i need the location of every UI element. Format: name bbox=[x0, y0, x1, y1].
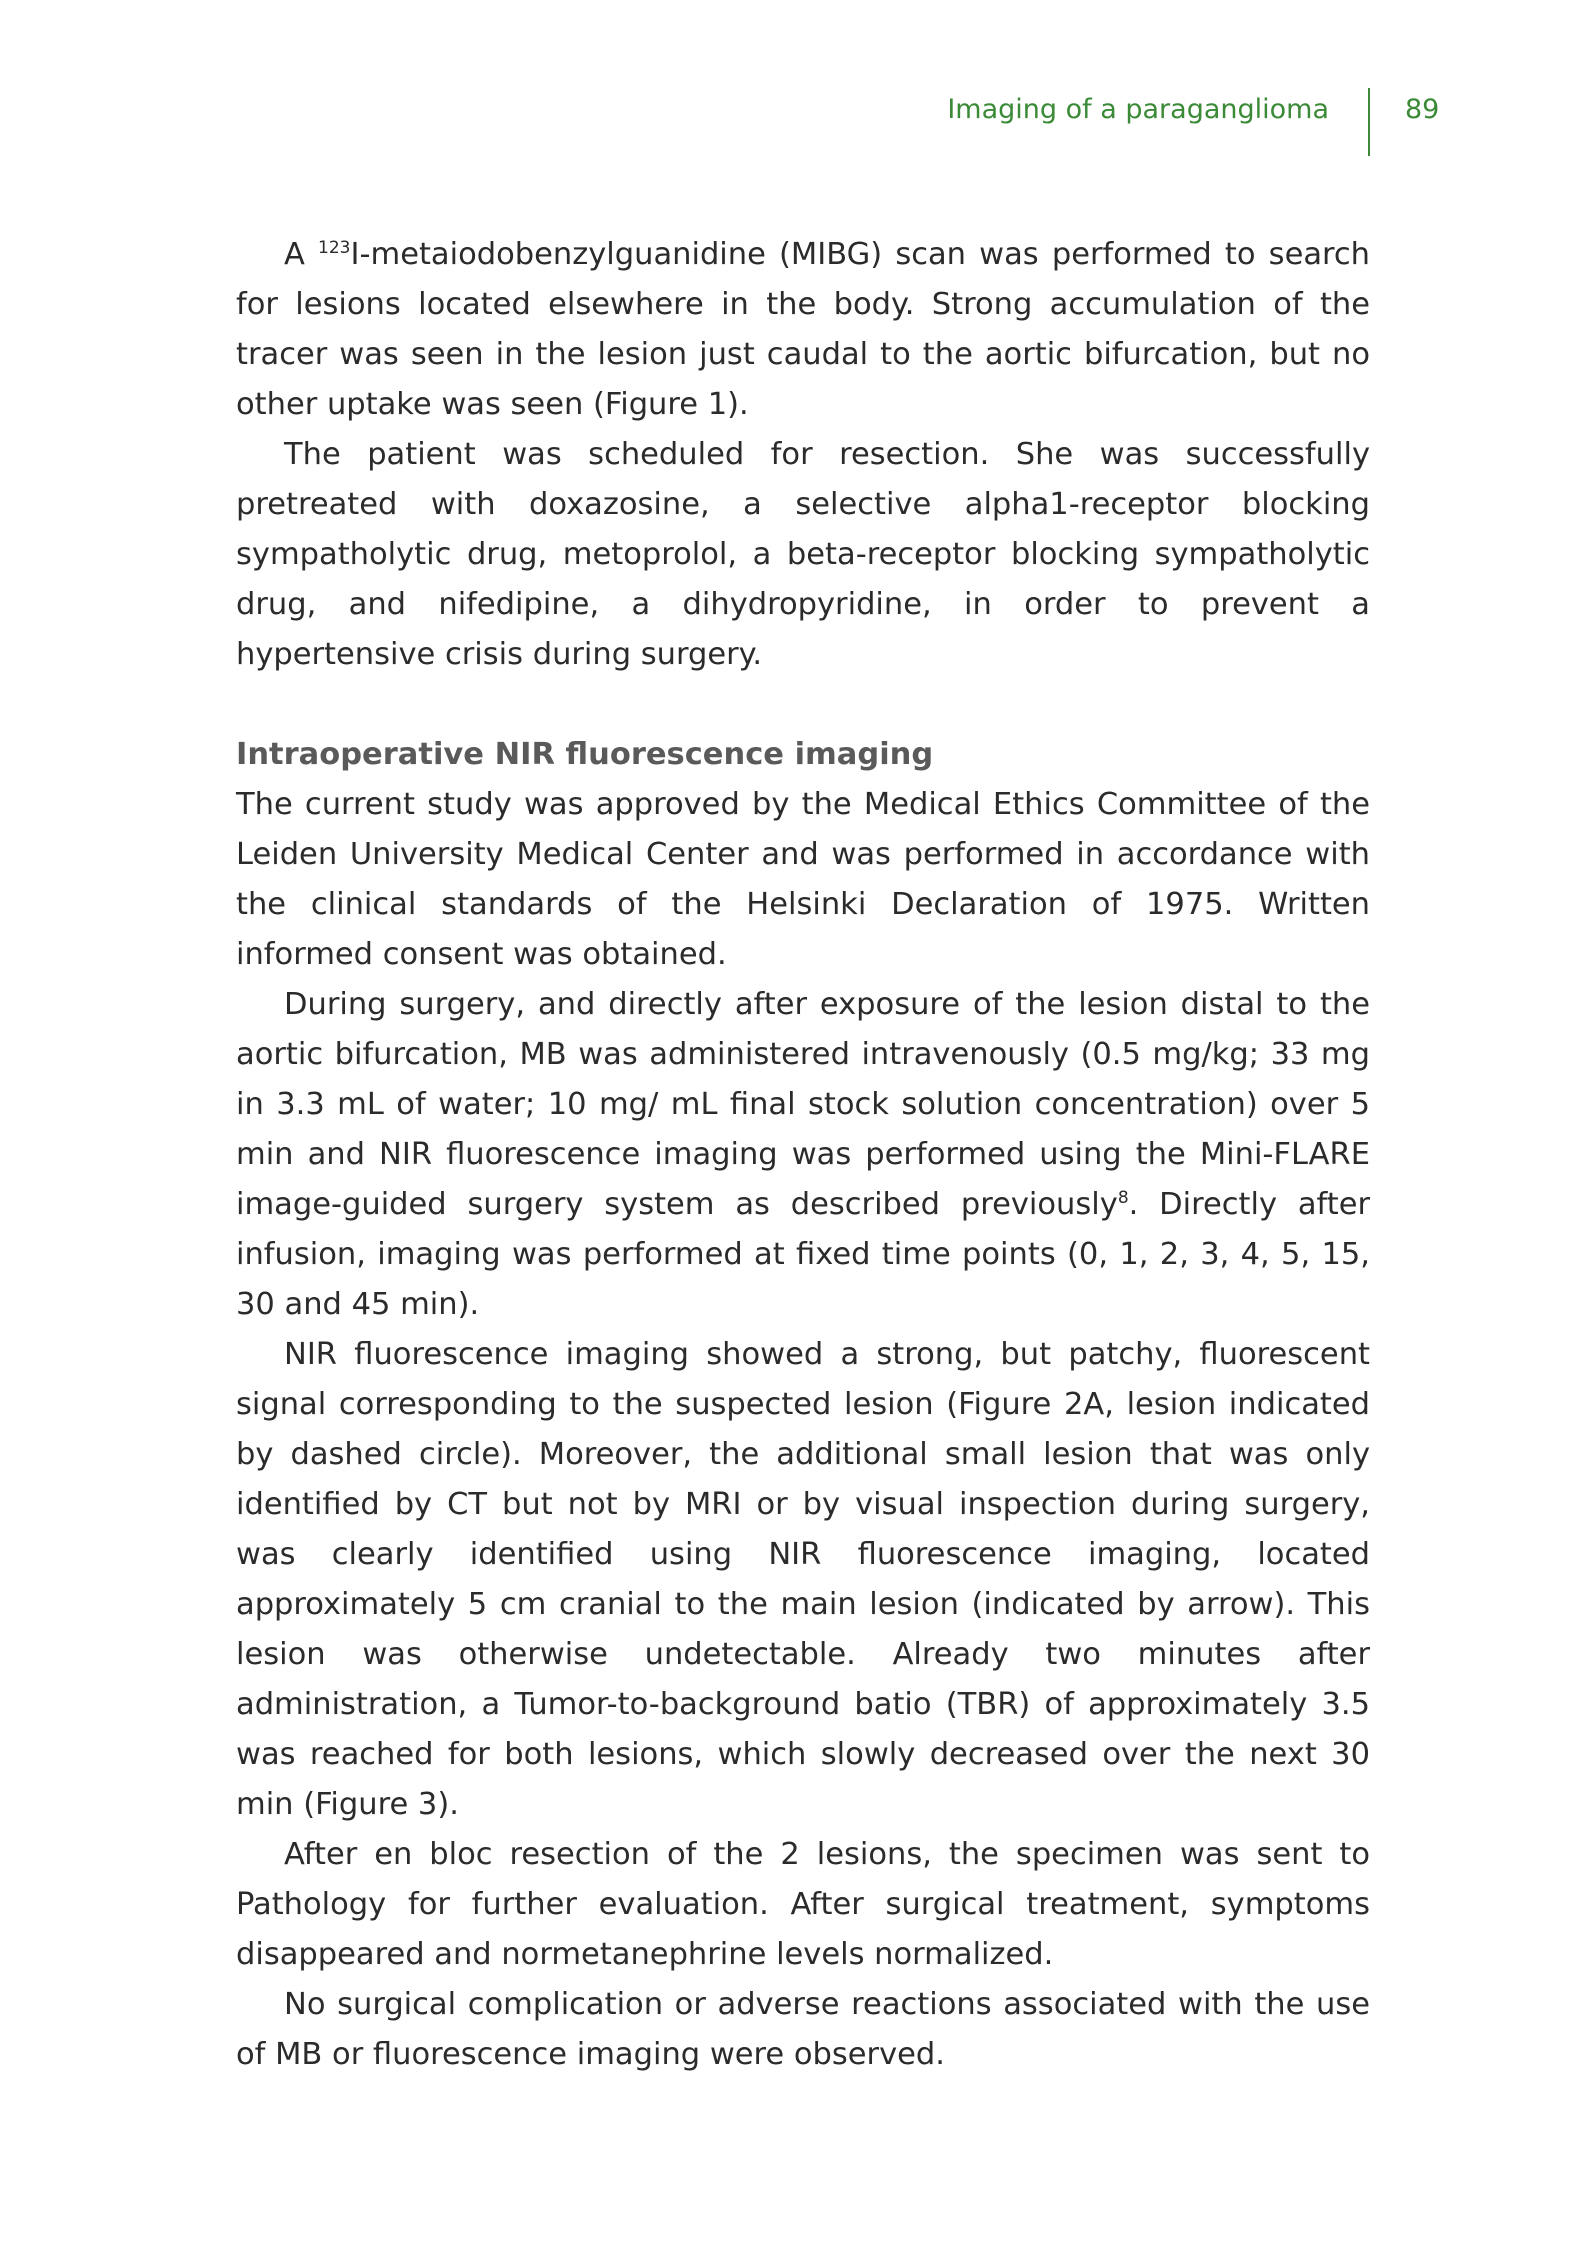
paragraph-resection: After en bloc resection of the 2 lesions, the specimen was sent to Pathology for further evaluation. After surgical treatment, symptoms disappeared and normetanephrine levels normalized. bbox=[236, 1837, 1370, 1972]
section-heading: Intraoperative NIR fluorescence imaging bbox=[236, 737, 934, 772]
page-number: 89 bbox=[1405, 94, 1440, 125]
paragraph-text: I-metaiodobenzylguanidine (MIBG) scan was performed to search for lesions located elsewhere in the body. Strong accumulation of the tracer was seen in the lesion just caudal to the aortic bifurcation, but no other uptake was seen (Figure 1). bbox=[236, 237, 1370, 422]
paragraph-text: . Directly after infusion, imaging was performed at fixed time points (0, 1, 2, 3, 4, 5, 15, 30 and 45 min). bbox=[236, 1187, 1370, 1322]
paragraph-surgery bbox=[236, 980, 1370, 1330]
paragraph-pretreatment: The patient was scheduled for resection. She was successfully pretreated with doxazosine, a selective alpha1-receptor blocking sympatholytic drug, metoprolol, a beta-receptor blocking sympatholytic drug, and nifedipine, a dihydropyridine, in order to prevent a hypertensive crisis during surgery. bbox=[236, 437, 1370, 672]
paragraph-text: During surgery, and directly after exposure of the lesion distal to the aortic bifurcation, MB was administered intravenously (0.5 mg/kg; 33 mg in 3.3 mL of water; 10 mg/ mL final stock solution concentration) over 5 min and NIR fluorescence imaging was performed using the Mini-FLARE image-guided surgery system as described previously bbox=[236, 987, 1370, 1222]
paragraph-complications: No surgical complication or adverse reactions associated with the use of MB or fluorescence imaging were observed. bbox=[236, 1987, 1370, 2072]
paragraph-ethics: The current study was approved by the Medical Ethics Committee of the Leiden University Medical Center and was performed in accordance with the clinical standards of the Helsinki Declaration of 1975. Written informed consent was obtained. bbox=[236, 787, 1370, 972]
paragraph-text: A bbox=[284, 237, 319, 272]
paragraph-mibg-scan bbox=[236, 230, 1370, 430]
isotope-superscript: 123 bbox=[318, 237, 351, 258]
paragraph-nir-results: NIR fluorescence imaging showed a strong, but patchy, fluorescent signal corresponding to the suspected lesion (Figure 2A, lesion indicated by dashed circle). Moreover, the additional small lesion that was only identified by CT but not by MRI or by visual inspection during surgery, was clearly identified using NIR fluorescence imaging, located approximately 5 cm cranial to the main lesion (indicated by arrow). This lesion was otherwise undetectable. Already two minutes after administration, a Tumor-to-background batio (TBR) of approximately 3.5 was reached for both lesions, which slowly decreased over the next 30 min (Figure 3). bbox=[236, 1337, 1370, 1822]
running-header-title: Imaging of a paraganglioma bbox=[947, 94, 1329, 125]
running-header bbox=[0, 88, 1593, 158]
body-text bbox=[236, 230, 1370, 2080]
citation-superscript: 8 bbox=[1117, 1187, 1129, 1208]
header-divider bbox=[1368, 88, 1370, 156]
